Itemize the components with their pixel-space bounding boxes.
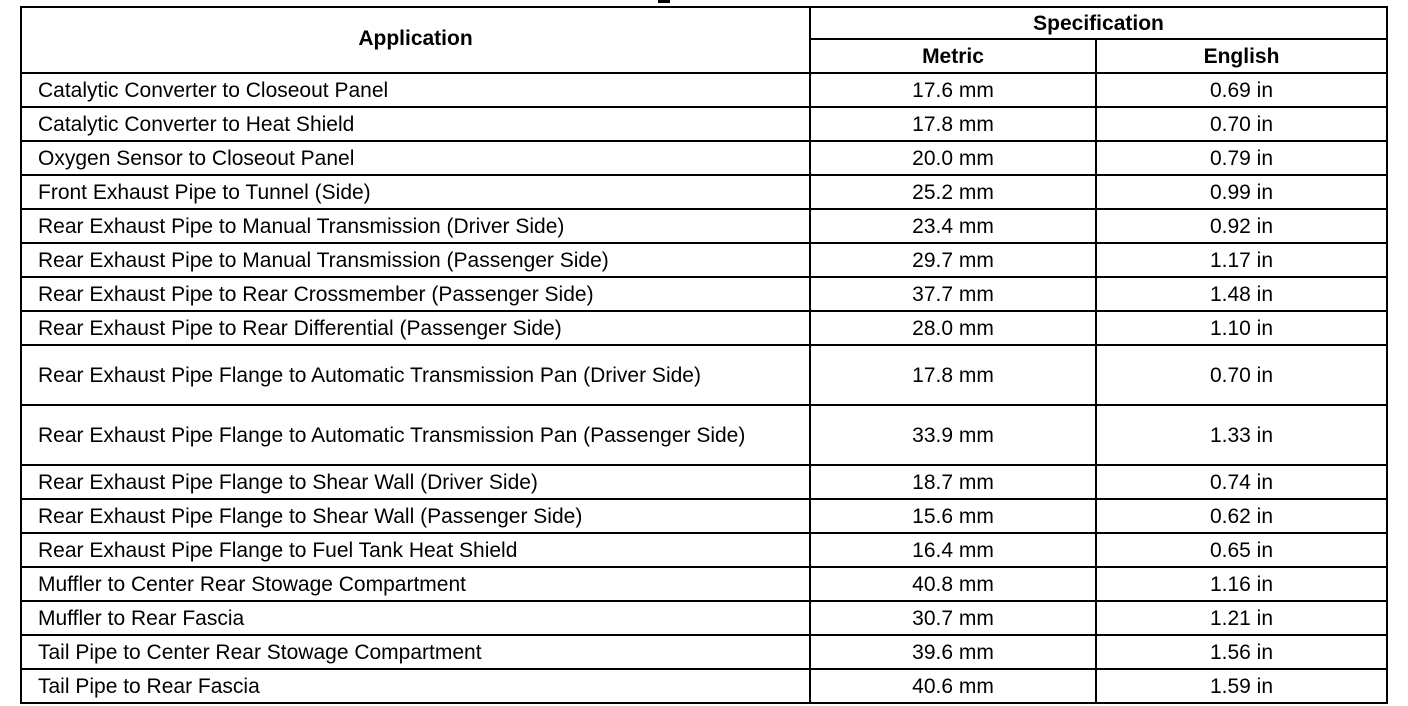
application-cell: Tail Pipe to Center Rear Stowage Compartment (21, 635, 810, 669)
application-cell: Muffler to Rear Fascia (21, 601, 810, 635)
column-header-specification: Specification (810, 7, 1387, 39)
table-row (21, 209, 1387, 243)
english-cell: 1.48 in (1096, 277, 1387, 311)
metric-cell: 25.2 mm (810, 175, 1096, 209)
metric-cell: 40.6 mm (810, 669, 1096, 703)
table-row (21, 141, 1387, 175)
english-cell: 0.99 in (1096, 175, 1387, 209)
application-cell: Rear Exhaust Pipe Flange to Automatic Transmission Pan (Passenger Side) (21, 405, 810, 465)
metric-cell: 16.4 mm (810, 533, 1096, 567)
application-cell: Rear Exhaust Pipe to Manual Transmission (Passenger Side) (21, 243, 810, 277)
page-top-mark (658, 0, 670, 3)
application-cell: Oxygen Sensor to Closeout Panel (21, 141, 810, 175)
english-cell: 1.33 in (1096, 405, 1387, 465)
column-header-english: English (1096, 39, 1387, 73)
column-header-metric: Metric (810, 39, 1096, 73)
application-cell: Rear Exhaust Pipe Flange to Shear Wall (Driver Side) (21, 465, 810, 499)
table-row (21, 311, 1387, 345)
metric-cell: 17.8 mm (810, 345, 1096, 405)
metric-cell: 18.7 mm (810, 465, 1096, 499)
application-cell: Rear Exhaust Pipe Flange to Shear Wall (Passenger Side) (21, 499, 810, 533)
table-row (21, 73, 1387, 107)
application-cell: Rear Exhaust Pipe Flange to Fuel Tank Heat Shield (21, 533, 810, 567)
english-cell: 0.79 in (1096, 141, 1387, 175)
metric-cell: 17.8 mm (810, 107, 1096, 141)
table-row (21, 499, 1387, 533)
english-cell: 1.16 in (1096, 567, 1387, 601)
english-cell: 0.69 in (1096, 73, 1387, 107)
application-cell: Tail Pipe to Rear Fascia (21, 669, 810, 703)
application-cell: Rear Exhaust Pipe to Manual Transmission (Driver Side) (21, 209, 810, 243)
english-cell: 0.74 in (1096, 465, 1387, 499)
application-cell: Muffler to Center Rear Stowage Compartment (21, 567, 810, 601)
table-row (21, 669, 1387, 703)
table-row (21, 567, 1387, 601)
table-row (21, 533, 1387, 567)
english-cell: 1.56 in (1096, 635, 1387, 669)
application-cell: Rear Exhaust Pipe to Rear Crossmember (Passenger Side) (21, 277, 810, 311)
application-cell: Catalytic Converter to Closeout Panel (21, 73, 810, 107)
column-header-application: Application (21, 7, 810, 73)
english-cell: 0.62 in (1096, 499, 1387, 533)
application-cell: Rear Exhaust Pipe Flange to Automatic Transmission Pan (Driver Side) (21, 345, 810, 405)
metric-cell: 30.7 mm (810, 601, 1096, 635)
metric-cell: 15.6 mm (810, 499, 1096, 533)
english-cell: 1.10 in (1096, 311, 1387, 345)
metric-cell: 17.6 mm (810, 73, 1096, 107)
table-body (21, 73, 1387, 703)
metric-cell: 37.7 mm (810, 277, 1096, 311)
metric-cell: 40.8 mm (810, 567, 1096, 601)
table-row (21, 107, 1387, 141)
table-row (21, 345, 1387, 405)
english-cell: 1.17 in (1096, 243, 1387, 277)
table-row (21, 175, 1387, 209)
metric-cell: 39.6 mm (810, 635, 1096, 669)
table-row (21, 243, 1387, 277)
english-cell: 0.70 in (1096, 345, 1387, 405)
table-header (21, 7, 1387, 73)
specification-table (20, 6, 1388, 704)
english-cell: 0.92 in (1096, 209, 1387, 243)
english-cell: 1.21 in (1096, 601, 1387, 635)
table-row (21, 465, 1387, 499)
table-row (21, 635, 1387, 669)
metric-cell: 23.4 mm (810, 209, 1096, 243)
english-cell: 0.65 in (1096, 533, 1387, 567)
metric-cell: 20.0 mm (810, 141, 1096, 175)
metric-cell: 29.7 mm (810, 243, 1096, 277)
metric-cell: 33.9 mm (810, 405, 1096, 465)
english-cell: 0.70 in (1096, 107, 1387, 141)
metric-cell: 28.0 mm (810, 311, 1096, 345)
application-cell: Front Exhaust Pipe to Tunnel (Side) (21, 175, 810, 209)
english-cell: 1.59 in (1096, 669, 1387, 703)
table-row (21, 601, 1387, 635)
table-row (21, 277, 1387, 311)
application-cell: Catalytic Converter to Heat Shield (21, 107, 810, 141)
application-cell: Rear Exhaust Pipe to Rear Differential (Passenger Side) (21, 311, 810, 345)
table-row (21, 405, 1387, 465)
